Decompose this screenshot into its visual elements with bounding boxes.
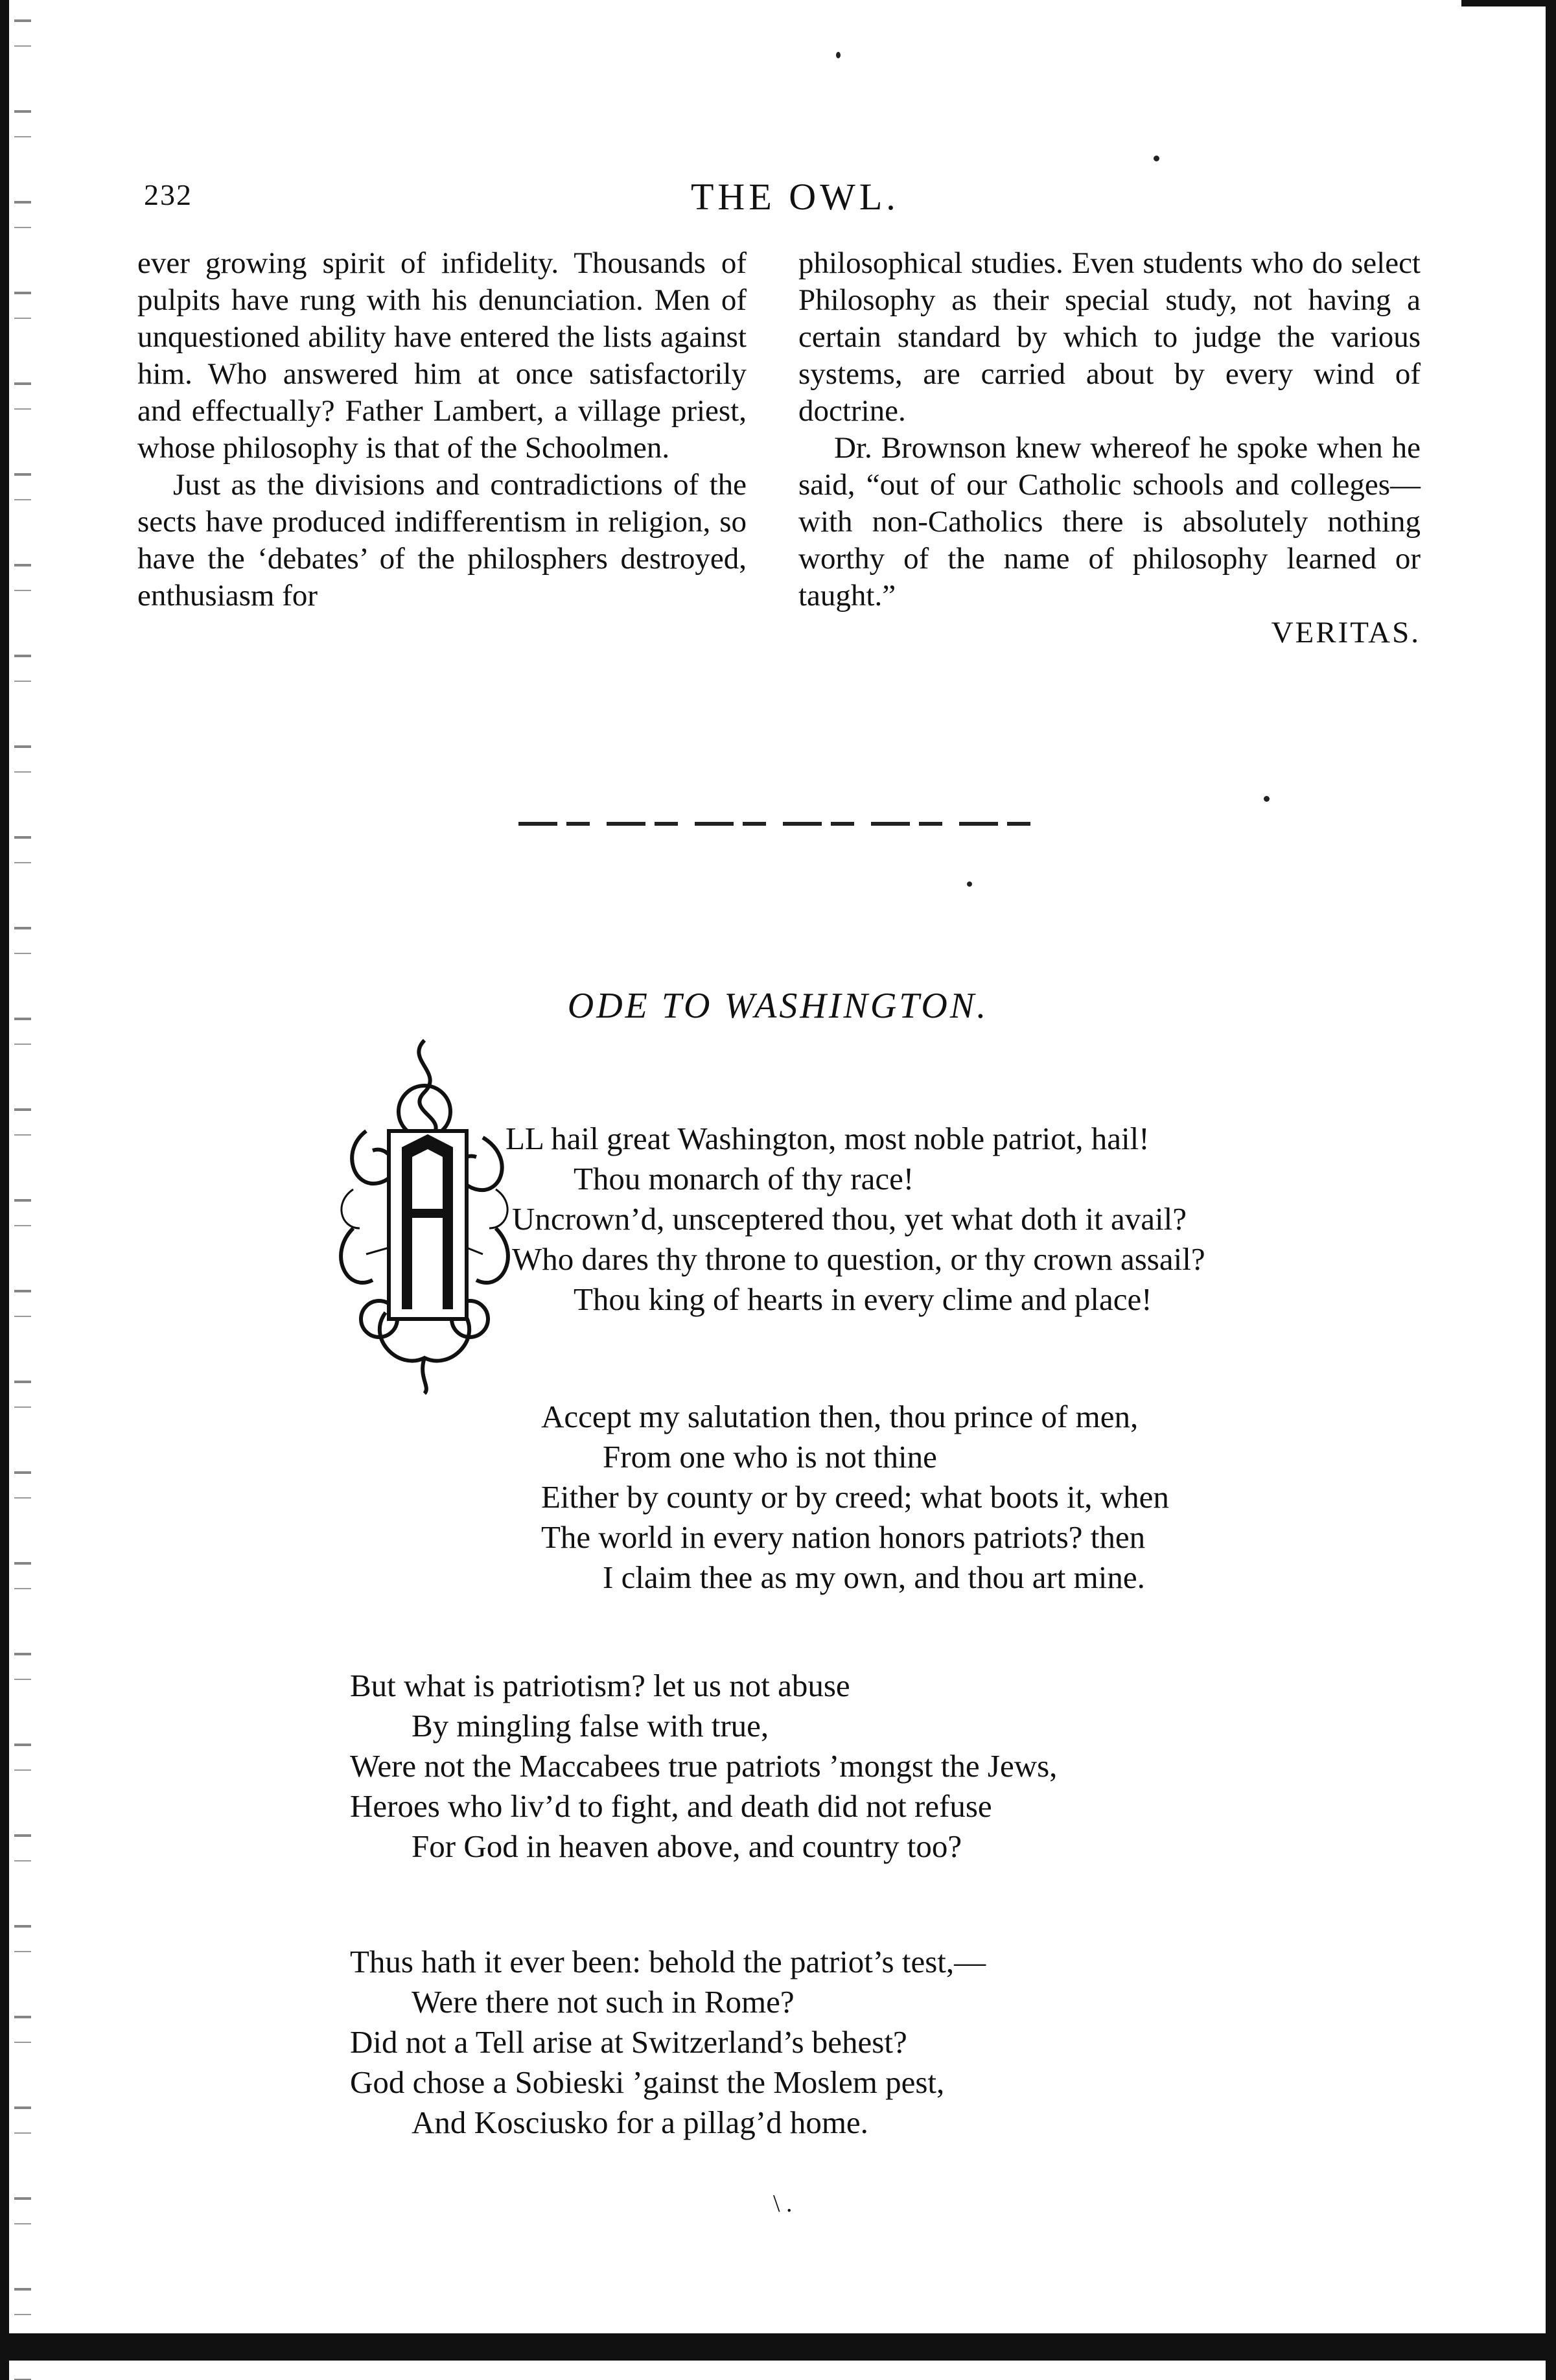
ornamental-dropcap <box>327 1034 522 1397</box>
poem-line: Who dares thy throne to question, or thy crown assail? <box>512 1241 1205 1277</box>
poem-line: LL hail great Washington, most noble patriot, hail! <box>505 1121 1150 1156</box>
poem-stanza <box>350 1666 1057 1867</box>
author-signature: VERITAS. <box>1271 616 1421 649</box>
running-title: THE OWL. <box>691 176 900 218</box>
poem-line: For God in heaven above, and country too? <box>412 1828 962 1864</box>
poem-line: Were there not such in Rome? <box>412 1984 795 2020</box>
poem-title: ODE TO WASHINGTON. <box>567 986 989 1026</box>
poem-stanza <box>541 1397 1169 1598</box>
scan-left-edge <box>0 0 9 2380</box>
poem-line: Accept my salutation then, thou prince of men, <box>541 1399 1139 1434</box>
scan-right-edge <box>1546 0 1556 2380</box>
scan-speck <box>1154 156 1159 161</box>
running-head <box>0 175 1556 220</box>
poem-line: From one who is not thine <box>603 1439 937 1475</box>
article-paragraph: philosophical studies. Even students who do select Philosophy as their special study, not having a certain standard by which to judge the various systems, are carried about by every wind of doctrine. <box>798 246 1421 428</box>
section-separator <box>518 822 1037 826</box>
poem-line: The world in every nation honors patriots? then <box>541 1519 1146 1555</box>
scan-speck <box>967 881 972 887</box>
poem-line: But what is patriotism? let us not abuse <box>350 1668 850 1703</box>
article-paragraph: ever growing spirit of infidelity. Thousands of pulpits have rung with his denunciation. Men of unquestioned ability have entered the lists against him. Who answered him at once satisfactorily and effectually? Father Lambert, a village priest, whose philosophy is that of the Schoolmen. <box>137 246 747 465</box>
scan-top-right-rule <box>1461 0 1546 6</box>
scan-speck <box>1264 796 1270 802</box>
poem-line: Did not a Tell arise at Switzerland’s behest? <box>350 2024 907 2060</box>
poem-line: I claim thee as my own, and thou art mine. <box>603 1559 1145 1595</box>
poem-stanza <box>350 1942 986 2143</box>
article-paragraph: Dr. Brownson knew whereof he spoke when he said, “out of our Catholic schools and colleges—with non-Catholics there is absolutely nothing worthy of the name of philosophy learned or taught.” <box>798 431 1421 612</box>
poem-line: Thou king of hearts in every clime and place! <box>574 1281 1152 1317</box>
article-paragraph: Just as the divisions and contradictions of the sects have produced indifferentism in religion, so have the ‘debates’ of the philosphers destroyed, enthusiasm for <box>137 468 747 612</box>
poem-line: God chose a Sobieski ’gainst the Moslem pest, <box>350 2064 945 2100</box>
article-column-left <box>137 245 747 614</box>
poem-line: Thus hath it ever been: behold the patriot’s test,— <box>350 1944 986 1979</box>
poem-line: And Kosciusko for a pillag’d home. <box>412 2105 868 2140</box>
footer-mark: \ . <box>773 2190 793 2217</box>
poem-line: Uncrown’d, unsceptered thou, yet what doth it avail? <box>512 1201 1187 1237</box>
poem-stanza <box>505 1119 1205 1320</box>
poem-line: Thou monarch of thy race! <box>574 1161 914 1196</box>
scan-bottom-rule <box>0 2333 1556 2361</box>
poem-line: Heroes who liv’d to fight, and death did not refuse <box>350 1788 992 1824</box>
poem-line: Were not the Maccabees true patriots ’mongst the Jews, <box>350 1748 1058 1784</box>
poem-line: By mingling false with true, <box>412 1708 769 1744</box>
scan-left-speckle <box>14 0 31 2380</box>
article-column-right <box>798 245 1421 651</box>
page-number: 232 <box>144 178 192 211</box>
poem-line: Either by county or by creed; what boots it, when <box>541 1479 1169 1515</box>
scan-speck <box>836 52 841 58</box>
